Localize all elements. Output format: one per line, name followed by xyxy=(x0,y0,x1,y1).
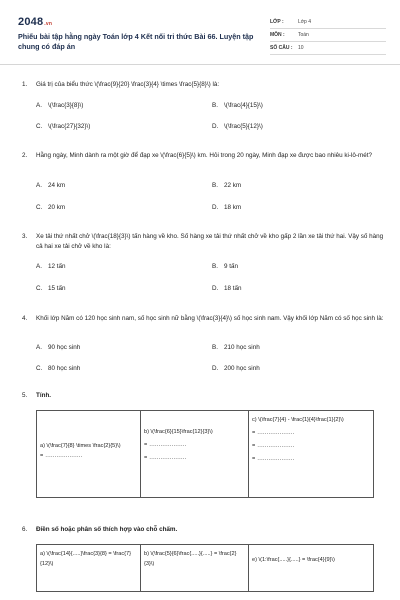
option-text: \(\frac{5}{12}\) xyxy=(224,123,263,130)
option-letter: A. xyxy=(36,102,42,109)
option-text: 210 học sinh xyxy=(224,344,260,351)
question-number: 6. xyxy=(22,526,28,533)
option-text: 80 học sinh xyxy=(48,365,81,372)
q6-table xyxy=(36,544,374,592)
expression: \(\frac{7}{8} \times \frac{2}{5}\) xyxy=(46,443,121,449)
option-letter: B. xyxy=(212,102,218,109)
option-a[interactable] xyxy=(36,262,66,272)
option-text: \(\frac{3}{8}\) xyxy=(48,102,84,109)
q6-cell-a[interactable] xyxy=(37,545,141,591)
meta-table xyxy=(270,16,386,55)
answer-blank[interactable]: = .................... xyxy=(252,443,295,449)
question-text: Khối lớp Năm có 120 học sinh nam, số học sinh nữ bằng \(\frac{3}{4}\) số học sinh nam. Vậy khối lớp Năm có số học sinh là: xyxy=(36,315,384,322)
question-text: Giá trị của biểu thức \(\frac{9}{20} \frac{3}{4} \times \frac{5}{8}\) là: xyxy=(36,81,220,88)
question-text: Xe tải thứ nhất chở \(\frac{18}{3}\) tấn hàng về kho. Số hàng xe tải thứ nhất chở về kho gấp 2 lần xe tải thứ hai. Vậy số hàng cả hai xe tải chở về kho là: xyxy=(36,233,384,250)
meta-row-count xyxy=(270,42,386,55)
option-letter: D. xyxy=(212,365,219,372)
question-number: 1. xyxy=(22,81,28,88)
q5-cell-c xyxy=(249,411,373,497)
option-letter: C. xyxy=(36,365,43,372)
option-b[interactable] xyxy=(212,343,260,353)
option-a[interactable] xyxy=(36,343,80,353)
option-text: 22 km xyxy=(224,182,242,189)
meta-value: Toán xyxy=(298,32,309,38)
expression: \(\frac{7}{4} - \frac{1}{4}\frac{1}{2}\) xyxy=(258,417,344,423)
option-c[interactable] xyxy=(36,203,65,213)
part-label: a) xyxy=(40,551,45,557)
q5-cell-b xyxy=(141,411,249,497)
meta-value: Lớp 4 xyxy=(298,19,312,25)
option-d[interactable] xyxy=(212,122,263,132)
answer-blank[interactable]: = .................... xyxy=(40,453,83,459)
expression: \(\frac{6}{15}\frac{12}{3}\) xyxy=(150,429,213,435)
option-text: \(\frac{27}{32}\) xyxy=(48,123,91,130)
option-letter: A. xyxy=(36,263,42,270)
question-number: 4. xyxy=(22,315,28,322)
option-c[interactable] xyxy=(36,364,80,374)
option-letter: C. xyxy=(36,123,43,130)
meta-value: 10 xyxy=(298,45,304,51)
part-label: c) xyxy=(252,417,257,423)
option-letter: C. xyxy=(36,285,43,292)
option-letter: D. xyxy=(212,123,219,130)
option-letter: C. xyxy=(36,204,43,211)
option-text: 90 học sinh xyxy=(48,344,81,351)
option-a[interactable] xyxy=(36,181,65,191)
site-logo[interactable] xyxy=(18,16,52,28)
meta-key: LỚP : xyxy=(270,19,284,25)
option-text: 20 km xyxy=(48,204,66,211)
expression: \(\frac{14}{.....}\frac{3}{8} = \frac{7}{12}\) xyxy=(40,551,131,567)
worksheet-title: Phiếu bài tập hằng ngày Toán lớp 4 Kết nối tri thức Bài 66. Luyện tập chung có đáp án xyxy=(18,32,254,51)
question-number: 2. xyxy=(22,152,28,159)
option-a[interactable] xyxy=(36,101,83,111)
option-letter: B. xyxy=(212,182,218,189)
q6-cell-b[interactable] xyxy=(141,545,249,591)
option-letter: A. xyxy=(36,182,42,189)
answer-blank[interactable]: = .................... xyxy=(252,430,295,436)
meta-key: SỐ CÂU : xyxy=(270,45,293,51)
option-text: 15 tấn xyxy=(48,285,66,292)
option-b[interactable] xyxy=(212,101,263,111)
part-label: b) xyxy=(144,429,149,435)
question-number: 5. xyxy=(22,392,28,399)
question-text: Hằng ngày, Minh dành ra một giờ để đạp xe \(\frac{6}{5}\) km. Hỏi trong 20 ngày, Minh đạp xe được bao nhiêu ki-lô-mét? xyxy=(36,152,373,159)
option-b[interactable] xyxy=(212,181,241,191)
q5-cell-a xyxy=(37,411,141,497)
option-letter: B. xyxy=(212,263,218,270)
option-letter: D. xyxy=(212,204,219,211)
part-label: a) xyxy=(40,443,45,449)
option-text: 24 km xyxy=(48,182,66,189)
question-title: Tính. xyxy=(36,392,52,399)
q6-cell-c[interactable] xyxy=(249,545,373,591)
option-text: 200 học sinh xyxy=(224,365,260,372)
question-title: Điền số hoặc phân số thích hợp vào chỗ chấm. xyxy=(36,526,178,533)
meta-key: MÔN : xyxy=(270,32,285,38)
option-c[interactable] xyxy=(36,122,90,132)
logo-suffix: .vn xyxy=(44,21,53,27)
answer-blank[interactable]: = .................... xyxy=(144,455,187,461)
question-number: 3. xyxy=(22,233,28,240)
expression: \(\frac{5}{6}\frac{.....}{.....} = \frac{2}{3}\) xyxy=(144,551,237,567)
option-b[interactable] xyxy=(212,262,238,272)
option-letter: A. xyxy=(36,344,42,351)
option-text: 18 tấn xyxy=(224,285,242,292)
option-d[interactable] xyxy=(212,284,242,294)
option-d[interactable] xyxy=(212,203,241,213)
meta-row-subject xyxy=(270,29,386,42)
answer-blank[interactable]: = .................... xyxy=(144,442,187,448)
answer-blank[interactable]: = .................... xyxy=(252,456,295,462)
option-text: 9 tấn xyxy=(224,263,239,270)
header-divider xyxy=(0,64,400,65)
meta-row-class xyxy=(270,16,386,29)
option-text: 12 tấn xyxy=(48,263,66,270)
worksheet-header xyxy=(14,12,386,60)
option-text: 18 km xyxy=(224,204,242,211)
logo-text: 2048 xyxy=(18,16,44,28)
q5-table xyxy=(36,410,374,498)
option-text: \(\frac{4}{15}\) xyxy=(224,102,263,109)
option-c[interactable] xyxy=(36,284,66,294)
option-letter: B. xyxy=(212,344,218,351)
expression: e) \(1:\frac{.....}{.....} = \frac{4}{9}\) xyxy=(252,557,335,563)
part-label: b) xyxy=(144,551,149,557)
option-letter: D. xyxy=(212,285,219,292)
option-d[interactable] xyxy=(212,364,260,374)
